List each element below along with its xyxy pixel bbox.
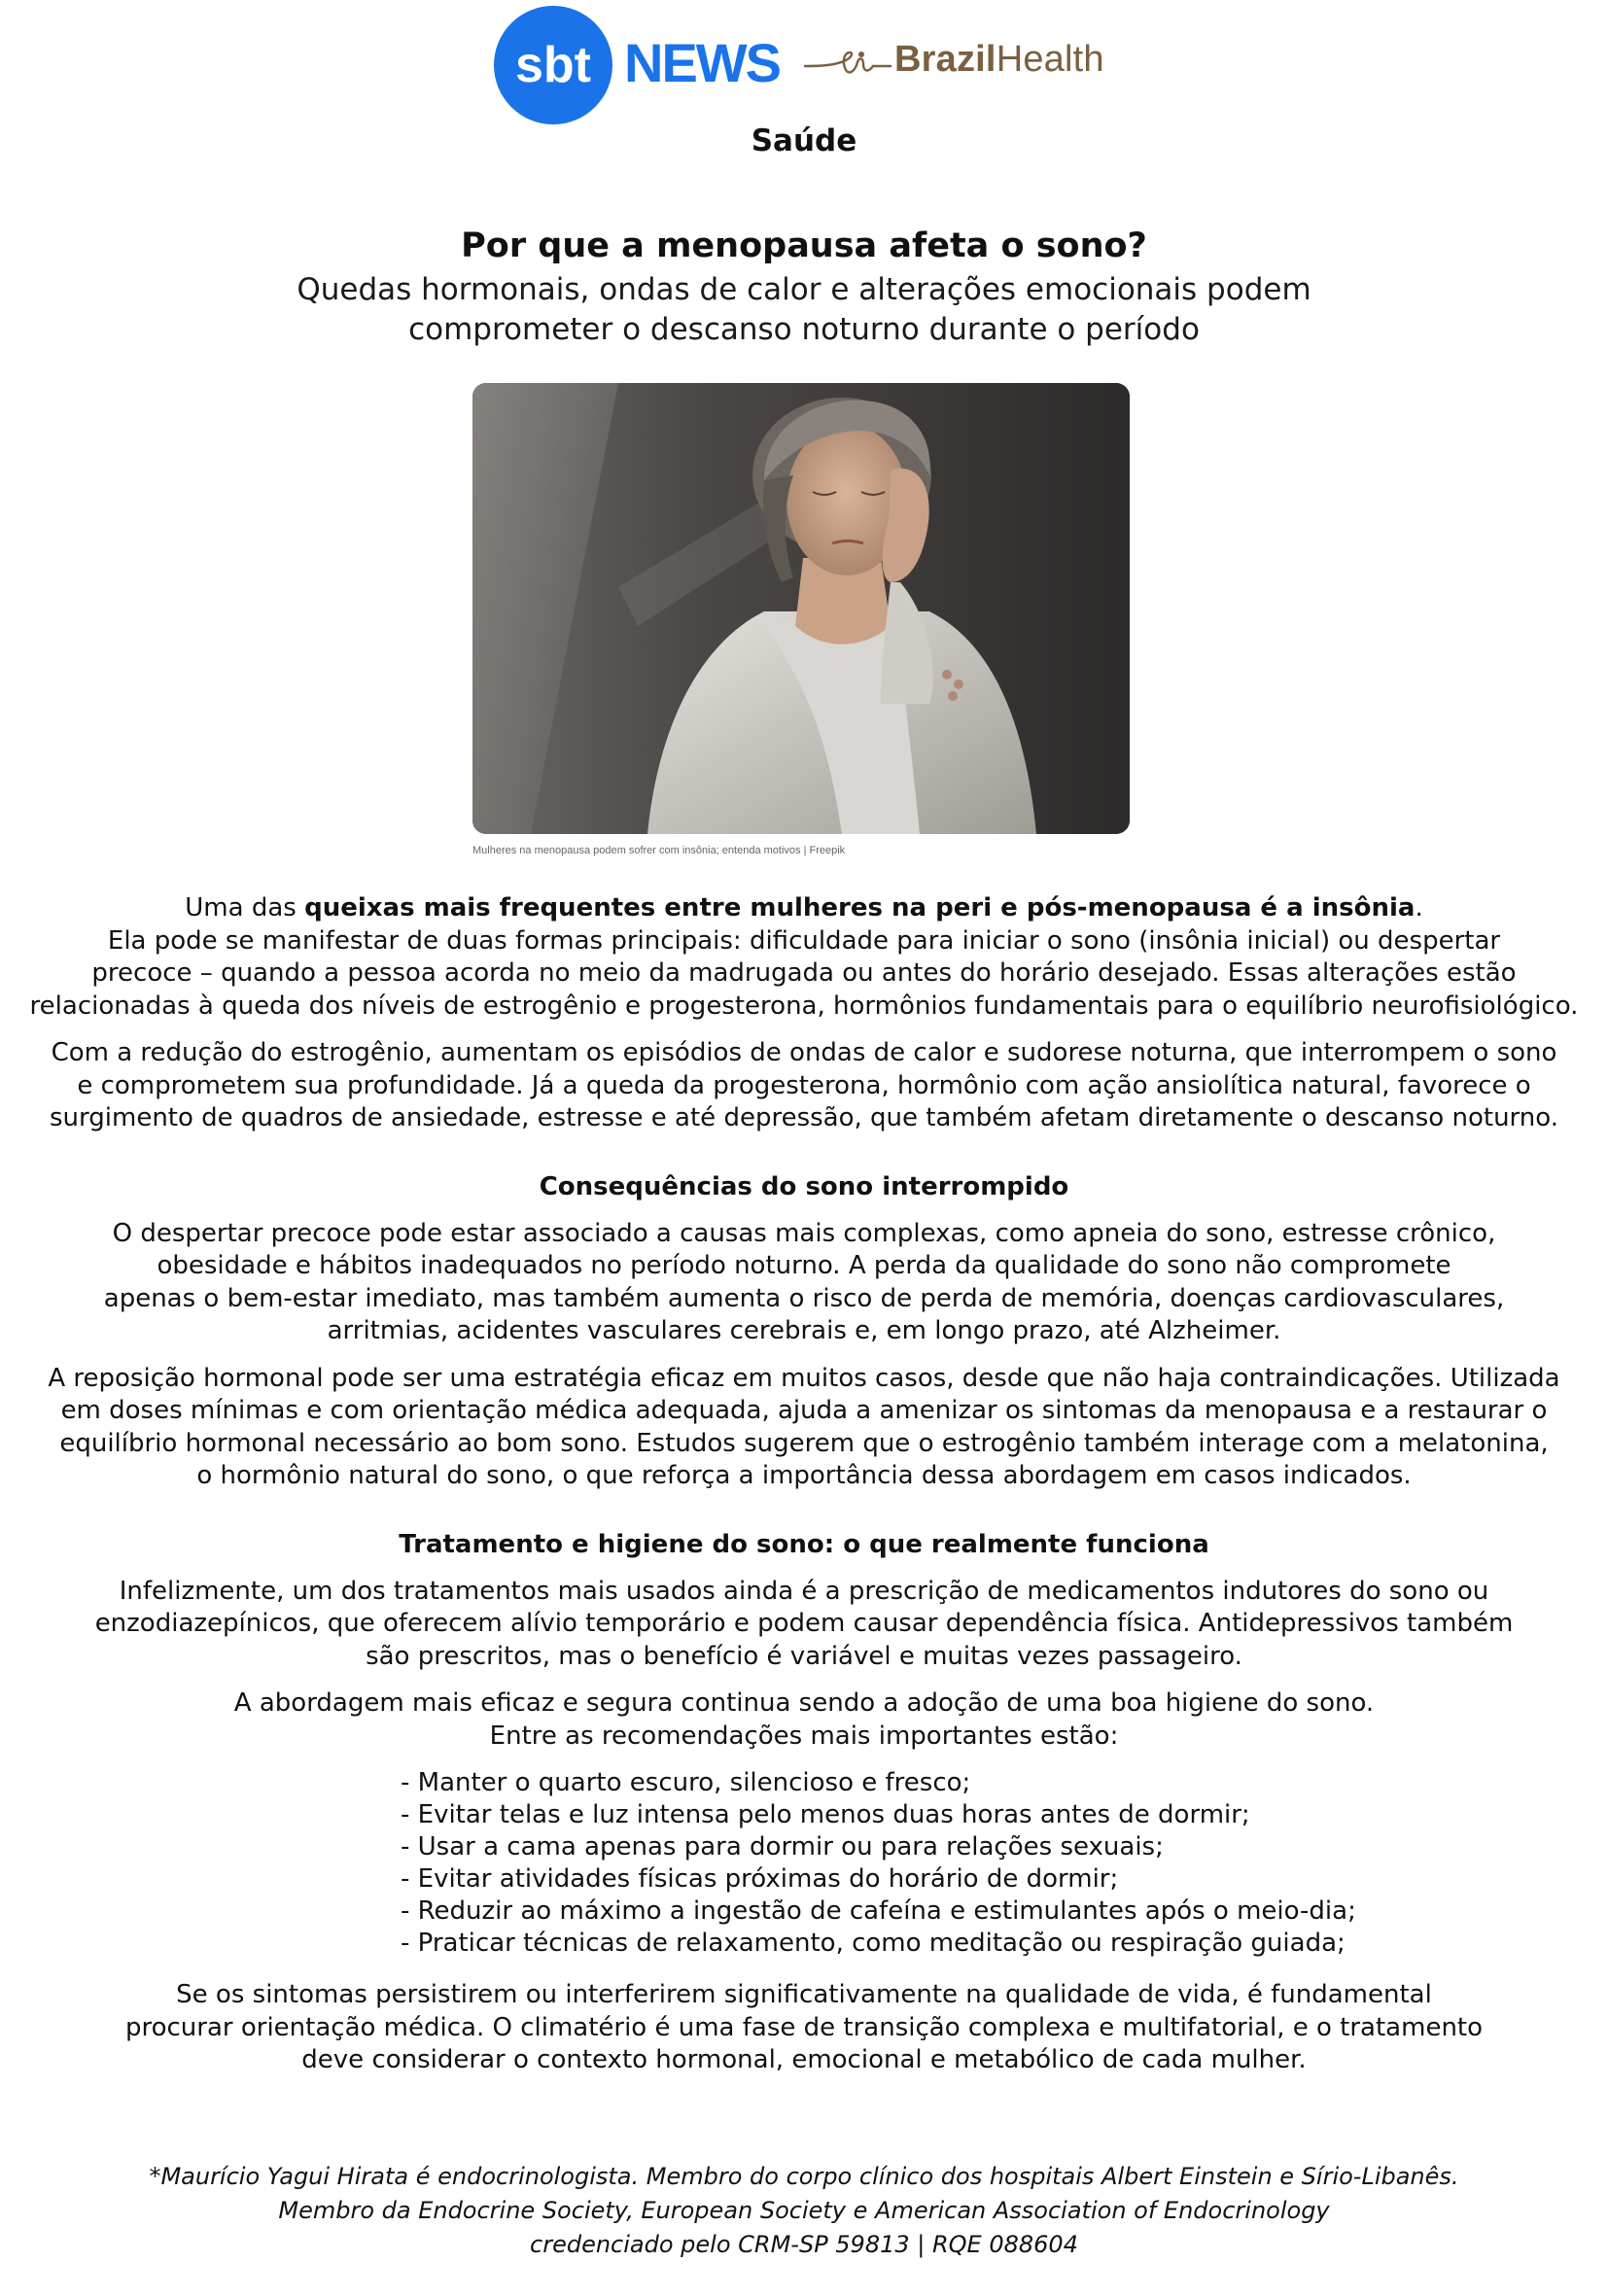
- sbt-logo-text: sbt: [515, 37, 591, 93]
- intro-suffix: .: [1415, 893, 1423, 922]
- paragraph-line: em doses mínimas e com orientação médica adequada, ajuda a amenizar os sintomas da menopausa e a restaurar o: [60, 1396, 1548, 1425]
- paragraph-line: A reposição hormonal pode ser uma estratégia eficaz em muitos casos, desde que não haja contraindicações. Utilizada: [48, 1363, 1560, 1393]
- list-item: - Evitar atividades físicas próximas do horário de dormir;: [401, 1864, 1119, 1894]
- paragraph-line: obesidade e hábitos inadequados no período noturno. A perda da qualidade do sono não compromete: [157, 1251, 1451, 1280]
- article-body: [10, 892, 1598, 2092]
- photo-caption: Mulheres na menopausa podem sofrer com insônia; entenda motivos | Freepik: [472, 845, 846, 856]
- subtitle-line: comprometer o descanso noturno durante o período: [408, 312, 1200, 347]
- recommendations-list: [401, 1767, 1598, 1960]
- paragraph: [10, 1687, 1598, 1753]
- paragraph-line: deve considerar o contexto hormonal, emocional e metabólico de cada mulher.: [301, 2045, 1307, 2074]
- article-subtitle: [221, 270, 1387, 350]
- paragraph-line: Entre as recomendações mais importantes estão:: [489, 1721, 1119, 1751]
- paragraph: [10, 1218, 1598, 1348]
- subtitle-line: Quedas hormonais, ondas de calor e alterações emocionais podem: [297, 272, 1311, 307]
- paragraph-line: são prescritos, mas o benefício é variável e muitas vezes passageiro.: [366, 1641, 1242, 1671]
- paragraph: [10, 1363, 1598, 1493]
- intro-prefix: Uma das: [185, 893, 305, 922]
- article-title: Por que a menopausa afeta o sono?: [461, 226, 1147, 265]
- list-item: - Reduzir ao máximo a ingestão de cafeína e estimulantes após o meio-dia;: [401, 1896, 1356, 1926]
- paragraph: [10, 1037, 1598, 1135]
- author-note: [0, 2160, 1608, 2262]
- sbt-news-wordmark: [622, 23, 787, 101]
- article-photo: [472, 383, 1130, 834]
- paragraph-line: o hormônio natural do sono, o que reforça a importância dessa abordagem em casos indicados.: [196, 1461, 1412, 1490]
- section-heading: Tratamento e higiene do sono: o que realmente funciona: [399, 1529, 1209, 1559]
- paragraph-line: surgimento de quadros de ansiedade, estresse e até depressão, que também afetam diretamente o descanso noturno.: [50, 1103, 1558, 1132]
- paragraph-line: O despertar precoce pode estar associado a causas mais complexas, como apneia do sono, estresse crônico,: [112, 1218, 1496, 1248]
- paragraph-line: procurar orientação médica. O climatério é uma fase de transição complexa e multifatorial, e o tratamento: [124, 2012, 1484, 2042]
- section-heading: Consequências do sono interrompido: [539, 1171, 1069, 1201]
- paragraph-line: equilíbrio hormonal necessário ao bom sono. Estudos sugerem que o estrogênio também interage com a melatonina,: [59, 1428, 1549, 1458]
- brazil-word: Brazil: [894, 39, 996, 80]
- brazilhealth-wordmark: [894, 41, 1104, 78]
- intro-highlight: queixas mais frequentes entre mulheres na peri e pós-menopausa é a insônia: [304, 893, 1416, 922]
- woman-with-headache-illustration: [472, 383, 1130, 834]
- author-note-line: *Maurício Yagui Hirata é endocrinologista. Membro do corpo clínico dos hospitais Albert Einstein e Sírio-Libanês.: [149, 2163, 1459, 2190]
- paragraph-line: precoce – quando a pessoa acorda no meio da madrugada ou antes do horário desejado. Essas alterações estão: [91, 958, 1517, 988]
- list-item: - Manter o quarto escuro, silencioso e fresco;: [401, 1768, 971, 1797]
- paragraph-line: Infelizmente, um dos tratamentos mais usados ainda é a prescrição de medicamentos indutores do sono ou: [119, 1576, 1489, 1606]
- health-word: Health: [996, 39, 1104, 80]
- paragraph: [10, 1979, 1598, 2077]
- author-note-line: Membro da Endocrine Society, European Society e American Association of Endocrinology: [278, 2197, 1330, 2224]
- sbt-logo-circle: [494, 6, 612, 124]
- brazilhealth-mark-icon: [803, 49, 892, 80]
- paragraph-line: apenas o bem-estar imediato, mas também aumenta o risco de perda de memória, doenças cardiovasculares,: [103, 1283, 1505, 1313]
- paragraph-line: e comprometem sua profundidade. Já a queda da progesterona, hormônio com ação ansiolítica natural, favorece o: [77, 1070, 1531, 1100]
- intro-line: [10, 892, 1598, 925]
- paragraph-line: Com a redução do estrogênio, aumentam os episódios de ondas de calor e sudorese noturna, que interrompem o sono: [51, 1038, 1557, 1067]
- list-item: - Usar a cama apenas para dormir ou para relações sexuais;: [401, 1832, 1164, 1861]
- paragraph: [10, 1576, 1598, 1674]
- paragraph-line: arritmias, acidentes vasculares cerebrais e, em longo prazo, até Alzheimer.: [327, 1316, 1281, 1345]
- paragraph-line: enzodiazepínicos, que oferecem alívio temporário e podem causar dependência física. Antidepressivos também: [94, 1609, 1514, 1638]
- intro-paragraph: [10, 892, 1598, 1023]
- header-logos: [0, 4, 1608, 126]
- author-note-line: credenciado pelo CRM-SP 59813 | RQE 088604: [530, 2231, 1078, 2258]
- list-item: - Evitar telas e luz intensa pelo menos duas horas antes de dormir;: [401, 1800, 1250, 1829]
- paragraph-line: A abordagem mais eficaz e segura continua sendo a adoção de uma boa higiene do sono.: [233, 1688, 1375, 1718]
- paragraph-line: relacionadas à queda dos níveis de estrogênio e progesterona, hormônios fundamentais para o equilíbrio neurofisiológico.: [29, 991, 1579, 1021]
- paragraph-line: Ela pode se manifestar de duas formas principais: dificuldade para iniciar o sono (insônia inicial) ou despertar: [107, 925, 1501, 956]
- paragraph-line: Se os sintomas persistirem ou interferirem significativamente na qualidade de vida, é fundamental: [176, 1980, 1432, 2009]
- list-item: - Praticar técnicas de relaxamento, como meditação ou respiração guiada;: [401, 1929, 1346, 1958]
- section-label: Saúde: [751, 123, 857, 158]
- news-logo-text: NEWS: [624, 32, 780, 93]
